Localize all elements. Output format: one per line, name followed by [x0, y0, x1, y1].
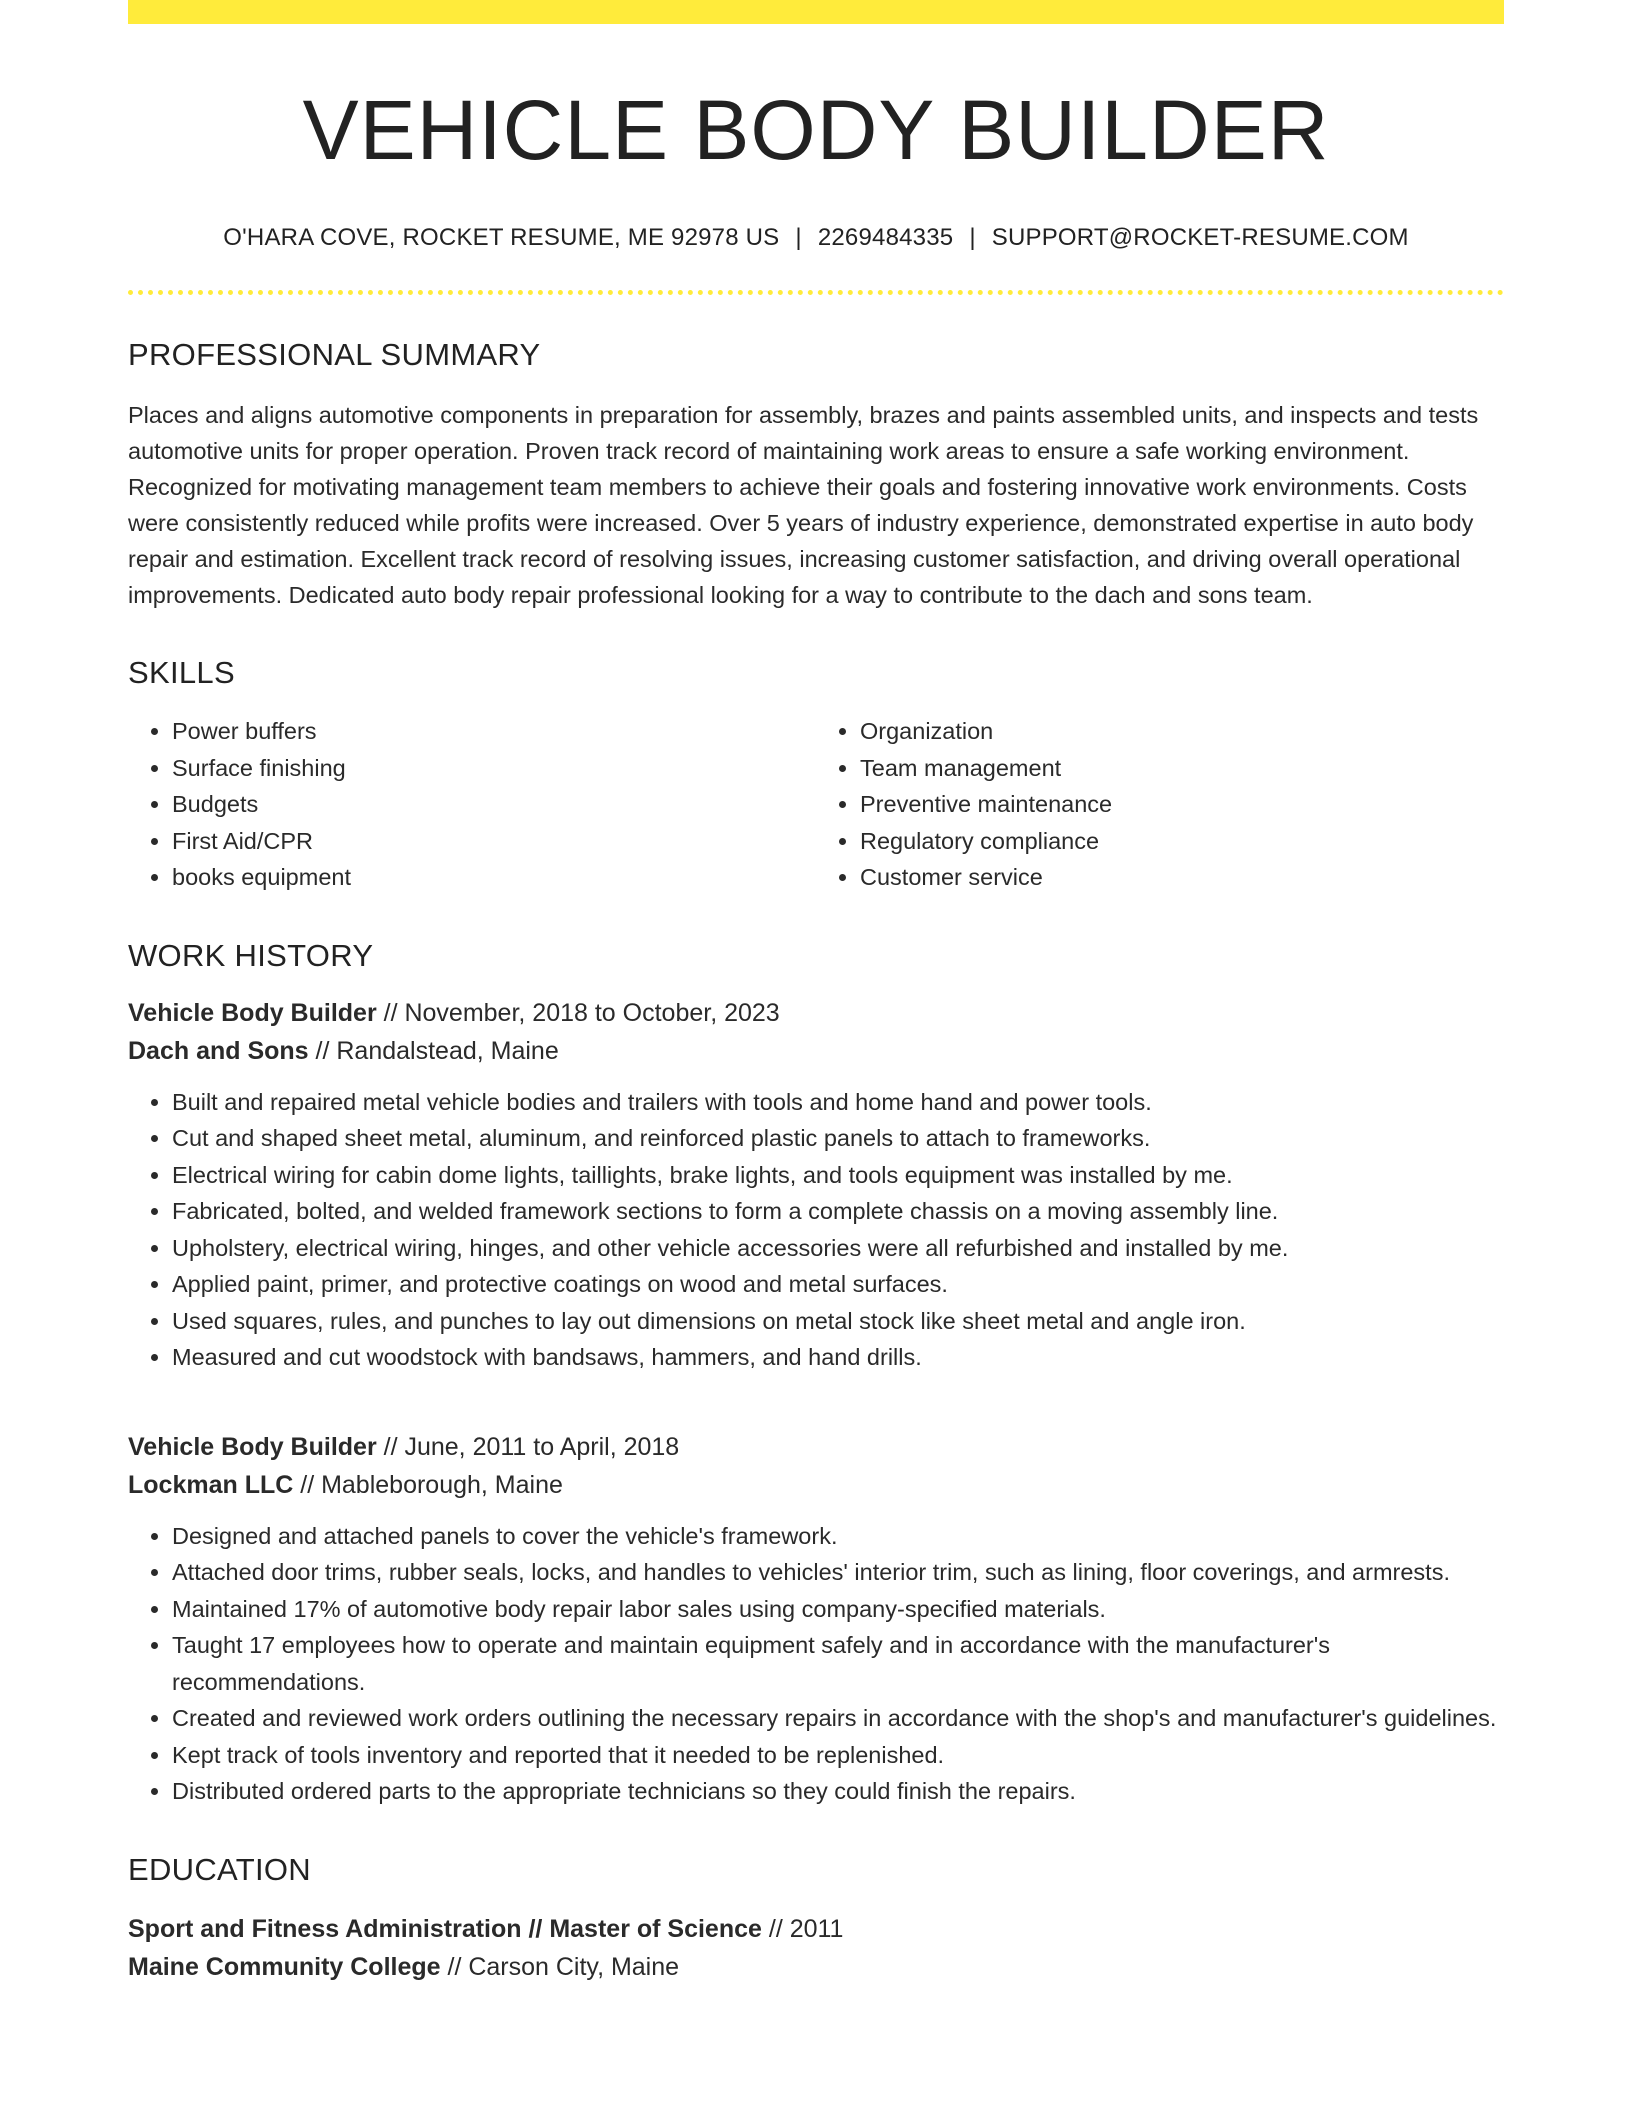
- contact-address: O'HARA COVE, ROCKET RESUME, ME 92978 US: [223, 224, 780, 252]
- job-bullets: [128, 1518, 1504, 1810]
- job-bullet: • Kept track of tools inventory and reported that it needed to be replenished.: [172, 1737, 1504, 1774]
- job-bullet: • Used squares, rules, and punches to lay out dimensions on metal stock like sheet metal and angle iron.: [172, 1303, 1504, 1340]
- skill-item: • Regulatory compliance: [860, 823, 1504, 860]
- skill-item: • Team management: [860, 750, 1504, 787]
- job-bullet: • Created and reviewed work orders outlining the necessary repairs in accordance with the shop's and manufacturer's guidelines.: [172, 1700, 1504, 1737]
- job-bullet: • Taught 17 employees how to operate and maintain equipment safely and in accordance with the manufacturer's recommendations.: [172, 1627, 1504, 1700]
- skill-item: • Budgets: [172, 786, 816, 823]
- job-company: Dach and Sons: [128, 1036, 309, 1065]
- top-accent-bar: [128, 0, 1504, 24]
- job-title: Vehicle Body Builder: [128, 1432, 377, 1461]
- contact-email: SUPPORT@ROCKET-RESUME.COM: [991, 224, 1409, 252]
- job-bullet: • Fabricated, bolted, and welded framework sections to form a complete chassis on a moving assembly line.: [172, 1193, 1504, 1230]
- skill-item: • Preventive maintenance: [860, 786, 1504, 823]
- skill-item: • First Aid/CPR: [172, 823, 816, 860]
- job-bullet: • Designed and attached panels to cover the vehicle's framework.: [172, 1518, 1504, 1555]
- job-title: Vehicle Body Builder: [128, 998, 377, 1027]
- skills-column-right: [816, 713, 1504, 896]
- education-heading: EDUCATION: [128, 1851, 311, 1887]
- summary-text: Places and aligns automotive components in preparation for assembly, brazes and paints assembled units, and inspects and tests automotive units for proper operation. Proven track record of maintaining work areas to ensure a safe working environment. Recognized for motivating management team members to achieve their goals and fostering innovative work environments. Costs were consistently reduced while profits were increased. Over 5 years of industry experience, demonstrated expertise in auto body repair and estimation. Excellent track record of resolving issues, increasing customer satisfaction, and driving overall operational improvements. Dedicated auto body repair professional looking for a way to contribute to the dach and sons team.: [128, 402, 1479, 609]
- contact-line: [128, 224, 1504, 252]
- skill-item: • Surface finishing: [172, 750, 816, 787]
- job-bullet: • Cut and shaped sheet metal, aluminum, and reinforced plastic panels to attach to frameworks.: [172, 1120, 1504, 1157]
- contact-separator: |: [795, 224, 802, 252]
- skills-column-left: [128, 713, 816, 896]
- job-header: [128, 1428, 1504, 1504]
- job-dates: // June, 2011 to April, 2018: [376, 1432, 680, 1461]
- job-bullet: • Upholstery, electrical wiring, hinges, and other vehicle accessories were all refurbished and installed by me.: [172, 1230, 1504, 1267]
- job-bullet: • Distributed ordered parts to the appropriate technicians so they could finish the repairs.: [172, 1773, 1504, 1810]
- education-degree: Sport and Fitness Administration // Master of Science: [128, 1914, 762, 1943]
- job-company: Lockman LLC: [128, 1470, 294, 1499]
- job-bullet: • Measured and cut woodstock with bandsaws, hammers, and hand drills.: [172, 1339, 1504, 1376]
- contact-phone: 2269484335: [817, 224, 954, 252]
- job-dates: // November, 2018 to October, 2023: [376, 998, 780, 1027]
- job-bullet: • Maintained 17% of automotive body repair labor sales using company-specified materials.: [172, 1591, 1504, 1628]
- job-bullet: • Electrical wiring for cabin dome lights, taillights, brake lights, and tools equipment was installed by me.: [172, 1157, 1504, 1194]
- skill-item: • books equipment: [172, 859, 816, 896]
- skills-list: [128, 713, 1504, 896]
- summary-heading: PROFESSIONAL SUMMARY: [128, 337, 541, 373]
- work-history-heading: WORK HISTORY: [128, 937, 374, 973]
- job-bullet: • Built and repaired metal vehicle bodies and trailers with tools and home hand and power tools.: [172, 1084, 1504, 1121]
- resume-name: VEHICLE BODY BUILDER: [302, 83, 1330, 177]
- skills-heading: SKILLS: [128, 655, 235, 691]
- dotted-divider: [128, 290, 1504, 295]
- job-entry: [128, 994, 1504, 1376]
- skill-item: • Power buffers: [172, 713, 816, 750]
- job-bullet: • Attached door trims, rubber seals, locks, and handles to vehicles' interior trim, such as lining, floor coverings, and armrests.: [172, 1554, 1504, 1591]
- job-bullets: [128, 1084, 1504, 1376]
- education-school: Maine Community College: [128, 1952, 441, 1981]
- job-bullet: • Applied paint, primer, and protective coatings on wood and metal surfaces.: [172, 1266, 1504, 1303]
- job-header: [128, 994, 1504, 1070]
- skill-item: • Organization: [860, 713, 1504, 750]
- education-location: // Carson City, Maine: [440, 1952, 680, 1981]
- job-location: // Randalstead, Maine: [308, 1036, 559, 1065]
- job-entry: [128, 1428, 1504, 1810]
- skill-item: • Customer service: [860, 859, 1504, 896]
- education-entry: [128, 1910, 1504, 1986]
- job-location: // Mableborough, Maine: [293, 1470, 563, 1499]
- contact-separator: |: [969, 224, 976, 252]
- education-year: // 2011: [761, 1914, 844, 1943]
- resume-page: [128, 0, 1504, 1986]
